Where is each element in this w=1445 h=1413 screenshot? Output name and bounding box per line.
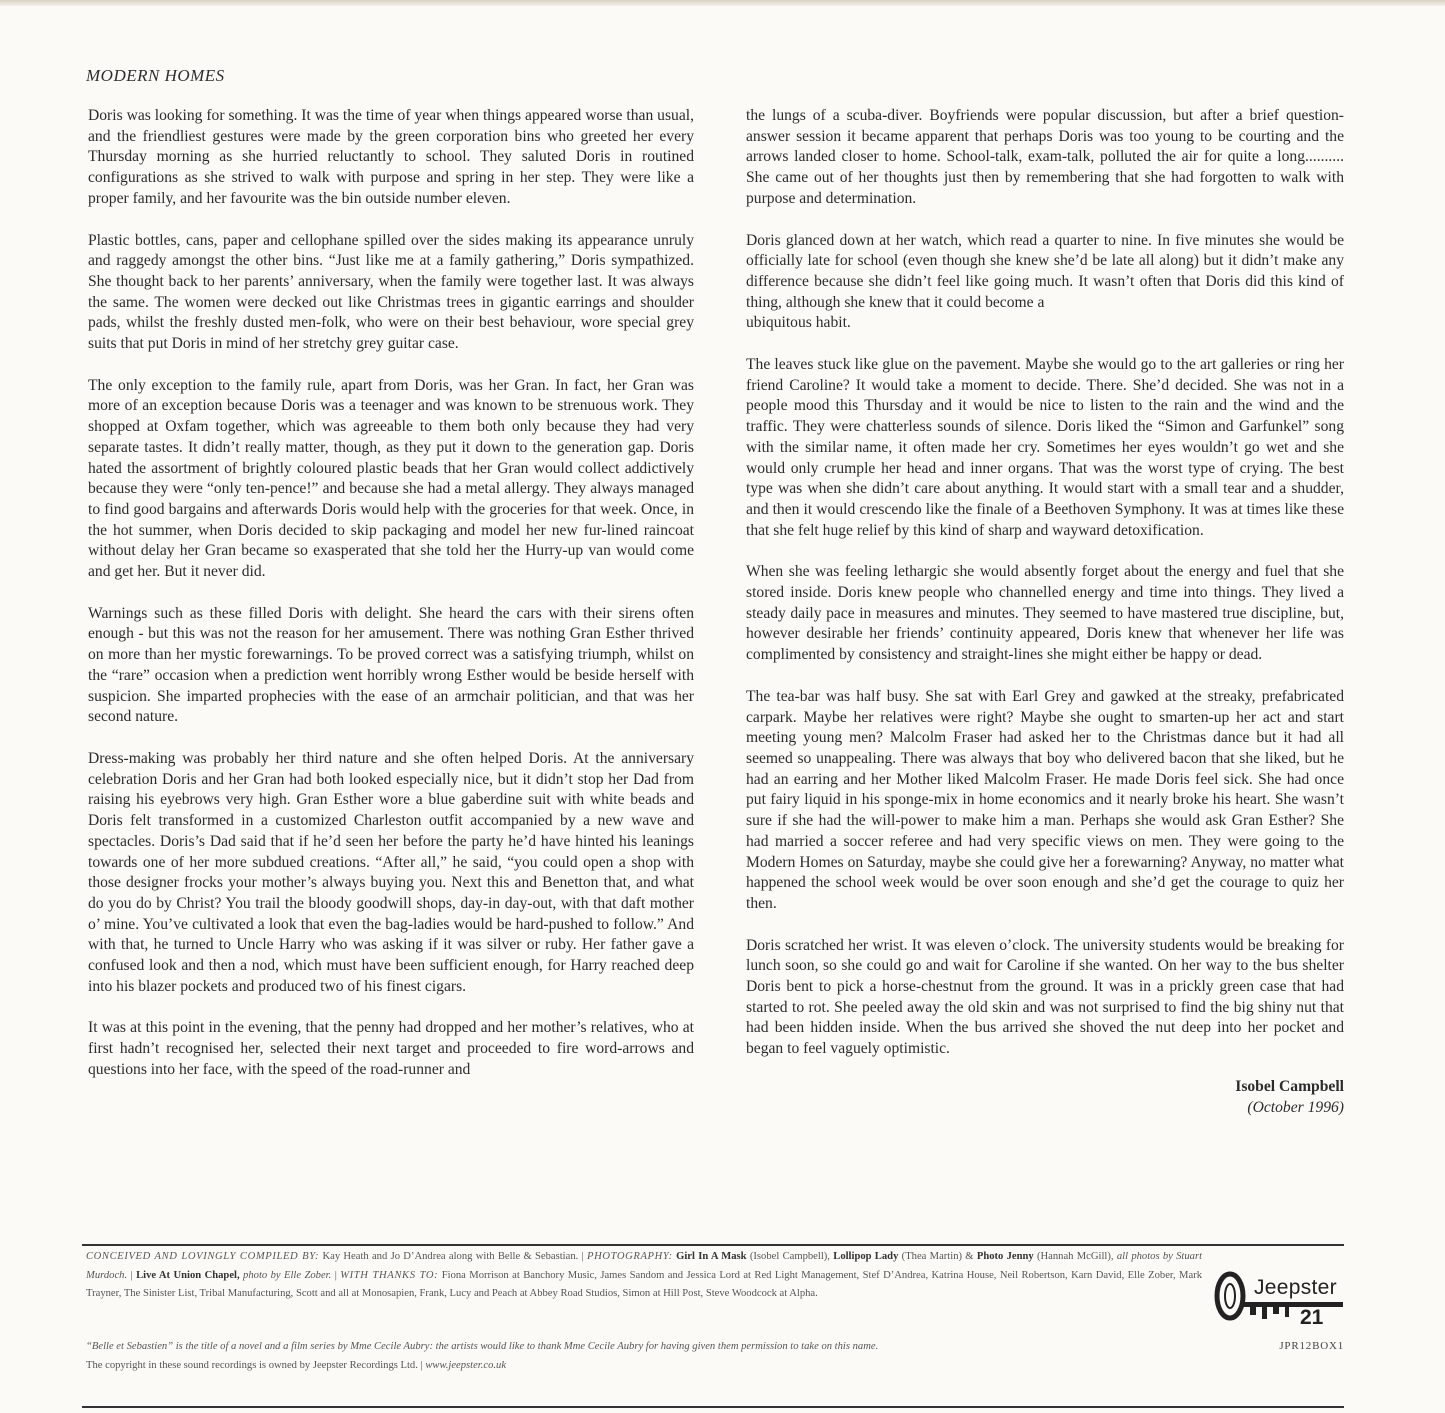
bottom-divider (82, 1406, 1344, 1408)
separator: | (334, 1269, 337, 1281)
novel-note: “Belle et Sebastien” is the title of a novel and a film series by Mme Cecile Aubry: the artists would like to thank Mme Cecile Aubry for having given them permission to take on this name. (86, 1341, 879, 1352)
page-title: MODERN HOMES (86, 66, 225, 85)
paragraph: Doris scratched her wrist. It was eleven o’clock. The university students would be breaking for lunch soon, so she could go and wait for Caroline if she wanted. On her way to the bus shelter Doris bent to pick a horse-chestnut from the ground. It was in a prickly green case that had started to rot. She peeled away the old skin and was not surprised to find the big shiny nut that had been hidden inside. When the bus arrived she shoved the nut deep into her pocket and began to feel vaguely optimistic. (746, 936, 1344, 1058)
paragraph: Doris glanced down at her watch, which read a quarter to nine. In five minutes she would be officially late for school (even though she knew she’d be late all along) but it didn’t make any difference because she didn’t feel like going much. It wasn’t often that Doris did this kind of thing, although she knew that it could become a ubiquitous habit. (746, 231, 1344, 332)
copyright-text: The copyright in these sound recordings is owned by Jeepster Recordings Ltd. (86, 1359, 418, 1371)
photo-title: Girl In A Mask (676, 1251, 747, 1262)
paragraph: the lungs of a scuba-diver. Boyfriends were popular discussion, but after a brief question-answer session it became apparent that perhaps Doris was too young to be courting and the arrows landed closer to home. School-talk, exam-talk, polluted the air for quite a long.......... She came out of her thoughts just then by remembering that she had forgotten to walk with purpose and determination. (746, 107, 1344, 207)
photo-credit: (Isobel Campbell), (749, 1251, 830, 1262)
signature (746, 1077, 1344, 1118)
paragraph: The leaves stuck like glue on the pavement. Maybe she would go to the art galleries or ring her friend Caroline? It would take a moment to decide. There. She’d decided. She was not in a people mood this Thursday and it would be nice to listen to the rain and the wind and the traffic. They were chatterless sounds of silence. Doris liked the “Simon and Garfunkel” song with the similar name, it often made her cry. Sometimes her eyes wouldn’t go wet and she would only crumple her head and inner organs. That was the worst type of crying. The best type was when she didn’t care about anything. It would start with a small tear and a shudder, and then it would crescendo like the finale of a Beethoven Symphony. It was at times like these that she felt huge relief by this kind of sharp and wayward detoxification. (746, 356, 1344, 539)
paragraph: Warnings such as these filled Doris with delight. She heard the cars with their sirens often enough - but this was not the reason for her amusement. There was nothing Gran Esther thrived on more than her mystic forewarnings. To be proved correct was a satisfying triumph, whilst on the “rare” occasion when a prediction went horribly wrong Esther would be beside herself with suspicion. She imparted prophecies with the ease of an armchair politician, and that was her second nature. (88, 604, 694, 726)
website-link[interactable]: www.jeepster.co.uk (425, 1359, 507, 1371)
paragraph: The only exception to the family rule, apart from Doris, was her Gran. In fact, her Gran was more of an exception because Doris was a teenager and was known to be strenuous work. They shopped at Oxfam together, which was agreeable to them both only because they had very separate tastes. It didn’t really matter, though, as they put it down to the generation gap. Doris hated the assortment of brightly coloured plastic beads that her Gran would collect addictively because they were “only ten-pence!” and because she had a metal allergy. They always managed to find good bargains and afterwards Doris would help with the groceries for that week. Once, in the hot summer, when Doris decided to skip packaging and model her new fur-lined raincoat without delay her Gran became so exasperated that she told her the Hurry-up van would come and get her. But it never did. (88, 376, 694, 581)
paragraph: Doris was looking for something. It was the time of year when things appeared worse than usual, and the friendliest gestures were made by the green corporation bins who greeted her every Thursday morning as she hurried reluctantly to school. They saluted Doris in routined configurations as she strived to walk with purpose and spring in her step. They were like a proper family, and her favourite was the bin outside number eleven. (88, 107, 694, 207)
thanks-label: WITH THANKS TO: (340, 1269, 439, 1281)
author-name: Isobel Campbell (1235, 1077, 1344, 1095)
separator: | (130, 1269, 133, 1281)
paragraph: When she was feeling lethargic she would absently forget about the energy and fuel that she stored inside. Doris knew people who channelled energy and time into things. They lived a steady daily pace in measures and minutes. They seemed to have mastered true discipline, but, however desirable her friends’ continuity appeared, Doris knew that whenever her life was complimented by consistency and straight-lines she might either be happy or dead. (746, 563, 1344, 664)
photo-credit: (Thea Martin) & (901, 1251, 974, 1262)
live-title: Live At Union Chapel, (136, 1269, 240, 1281)
photo-title: Lollipop Lady (833, 1251, 899, 1262)
logo-number: 21 (1300, 1306, 1324, 1329)
compiled-label: CONCEIVED AND LOVINGLY COMPILED BY: (86, 1251, 320, 1262)
top-divider (82, 1244, 1344, 1246)
left-column (88, 106, 694, 1102)
paragraph: Dress-making was probably her third nature and she often helped Doris. At the anniversary celebration Doris and her Gran had both looked especially nice, but it didn’t stop her Dad from raising his eyebrows very high. Gran Esther wore a blue gaberdine suit with white beads and Doris felt transformed in a customized Charleston outfit accompanied by a new wave and spectacles. Doris’s Dad said that if he’d seen her before the party he’d have hinted his leanings towards one of her more subdued creations. “After all,” he said, “you could open a shop with those designer frocks your mother’s always buying you. Next this and Benetton that, and what do you do by Christ? You trail the bloody goodwill shops, day-in day-out, with that daft mother o’ mine. You’ve cultivated a look that even the bag-ladies would be hard-pushed to follow.” And with that, he turned to Uncle Harry who was asking if it was silver or ruby. Her father gave a confused look and then a nod, which must have been sufficient enough, for Harry reached deep into his blazer pockets and produced two of his finest cigars. (88, 749, 694, 995)
credits-block (86, 1248, 1202, 1304)
photo-all-credit: all photos by Stuart Murdoch. (86, 1251, 1203, 1281)
paragraph: The tea-bar was half busy. She sat with Earl Grey and gawked at the streaky, prefabricated carpark. Maybe her relatives were right? Maybe she ought to smarten-up her act and start meeting young men? Malcolm Fraser had asked her to the Christmas dance but it had all seemed so unappealing. There was always that boy who delivered bacon that she liked, but he had an earring and her Mother liked Malcolm Fraser. He made Doris feel sick. She had once put fairy liquid in his sponge-mix in home economics and it nearly broke his heart. She wasn’t sure if she had the will-power to make him a man. Perhaps she would ask Gran Esther? She had married a soccer referee and had very specific views on men. They were going to the Modern Homes on Saturday, maybe she could give her a forewarning? Anyway, no matter what happened the school week would be over soon enough and she’d get the courage to quiz her then. (746, 687, 1344, 912)
signature-date: (October 1996) (1247, 1098, 1344, 1116)
logo-name: Jeepster (1254, 1276, 1337, 1299)
paragraph: Plastic bottles, cans, paper and cellophane spilled over the sides making its appearance unruly and raggedy amongst the other bins. “Just like me at a family gathering,” Doris sympathized. She thought back to her parents’ anniversary, when the family were together last. It was always the same. The women were decked out like Christmas trees in gigantic earrings and shoulder pads, whilst the freshly dusted men-folk, who were on their best behaviour, wore special grey suits that put Doris in mind of her stretchy grey guitar case. (88, 231, 694, 353)
paragraph: It was at this point in the evening, that the penny had dropped and her mother’s relatives, who at first hadn’t recognised her, selected their next target and proceeded to fire word-arrows and questions into her face, with the speed of the road-runner and (88, 1019, 694, 1078)
live-credit: photo by Elle Zober. (243, 1269, 332, 1281)
catalog-number: JPR12BOX1 (1279, 1340, 1344, 1352)
separator: | (420, 1359, 423, 1371)
photo-title: Photo Jenny (976, 1251, 1034, 1262)
thanks-text: Fiona Morrison at Banchory Music, James Sandom and Jessica Lord at Red Light Management, Stef D’Andrea, Katrina House, Neil Robertson, Karn David, Elle Zober, Mark Trayner, The Sinister List, Tribal Manufacturing, Scott and all at Monosapien, Frank, Lucy and Peach at Abbey Road Studios, Simon at Hill Post, Steve Woodcock at Alpha. (86, 1269, 1203, 1299)
top-edge (0, 0, 1445, 6)
photography-label: PHOTOGRAPHY: (587, 1251, 673, 1262)
separator: | (581, 1251, 584, 1262)
photo-credit: (Hannah McGill), (1037, 1251, 1114, 1262)
right-column (746, 106, 1344, 1118)
compiled-text: Kay Heath and Jo D’Andrea along with Belle & Sebastian. (322, 1251, 579, 1262)
legal-block (86, 1338, 1202, 1375)
